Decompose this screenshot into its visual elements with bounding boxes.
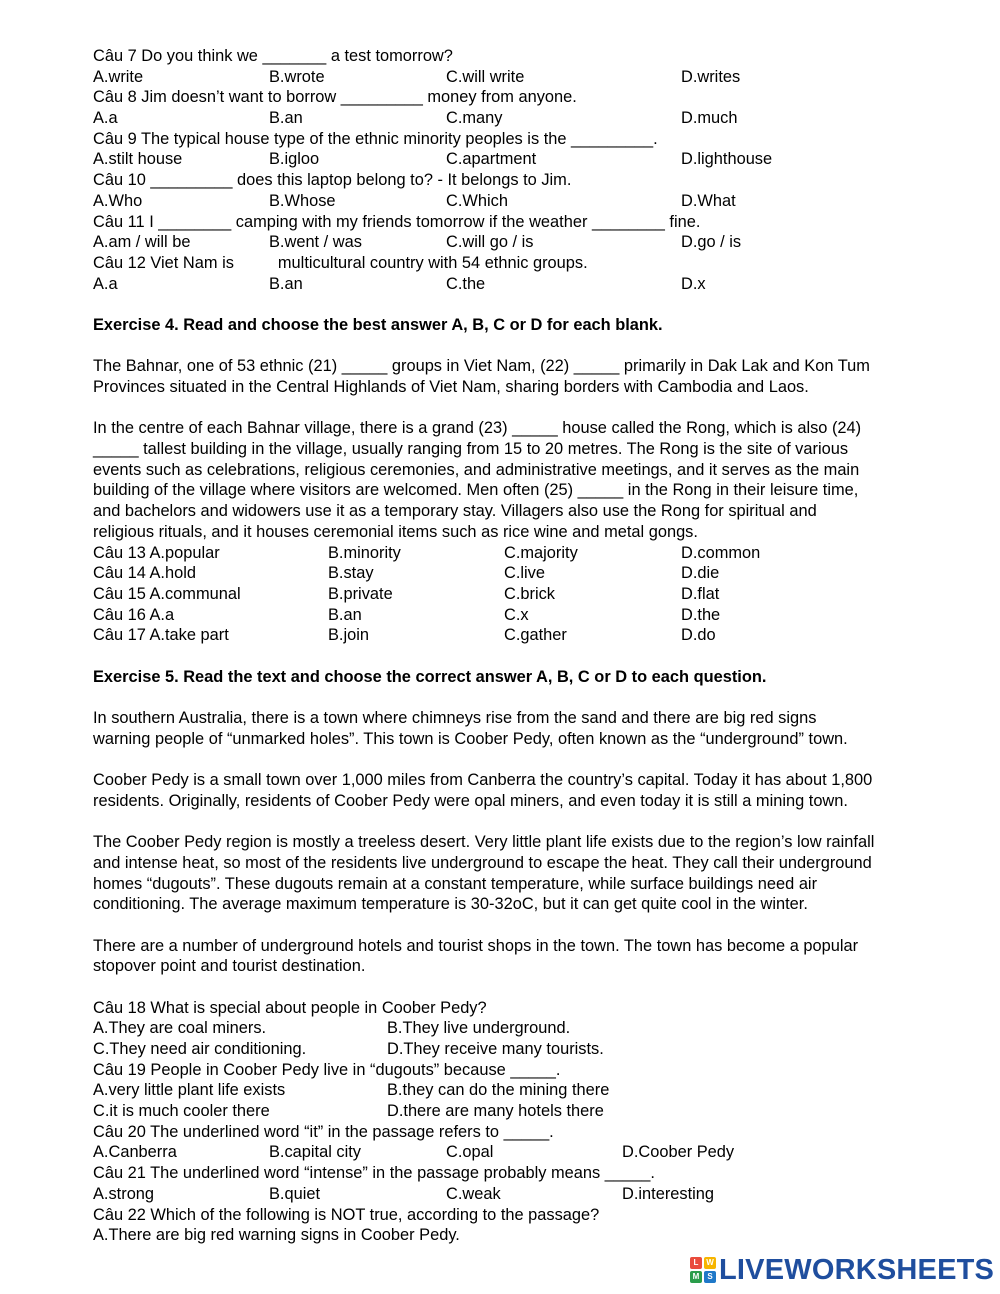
question-22-option-a [93, 1225, 973, 1246]
option-a[interactable]: A.They are coal miners. [93, 1019, 267, 1038]
passage-line: and bachelors and widowers use it as a temporary stay. Villagers also use the Rong for spiritual and [93, 502, 817, 521]
option-a[interactable]: Câu 13 A.popular [93, 543, 220, 562]
option-d[interactable]: D.there are many hotels there [387, 1102, 604, 1121]
option-d[interactable]: D.do [681, 626, 716, 645]
passage-line: building of the village where visitors are welcomed. Men often (25) _____ in the Rong in their leisure time, [93, 481, 859, 500]
option-d[interactable]: D.flat [681, 584, 720, 603]
question-7-stem: Câu 7 Do you think we _______ a test tomorrow? [93, 47, 453, 65]
option-d[interactable]: D.lighthouse [681, 150, 773, 169]
question-12-stem-start: Câu 12 Viet Nam is [93, 253, 234, 272]
option-a[interactable]: A.stilt house [93, 150, 183, 169]
option-a[interactable]: Câu 17 A.take part [93, 626, 229, 645]
option-b[interactable]: B.an [269, 109, 303, 128]
question-19-options-ab [93, 1080, 973, 1101]
option-d[interactable]: D.What [681, 191, 736, 210]
option-b[interactable]: B.private [328, 584, 393, 603]
question-9-stem: Câu 9 The typical house type of the ethnic minority peoples is the _________. [93, 129, 658, 148]
option-c[interactable]: C.gather [504, 626, 567, 645]
option-d[interactable]: D.Coober Pedy [622, 1143, 735, 1162]
question-17-options [93, 625, 973, 646]
question-10-options [93, 191, 973, 212]
passage-line: homes “dugouts”. These dugouts remain at a constant temperature, while surface buildings need air [93, 874, 818, 893]
question-16-options [93, 605, 973, 626]
question-7-options [93, 67, 973, 88]
option-b[interactable]: B.capital city [269, 1143, 362, 1162]
question-21-stem: Câu 21 The underlined word “intense” in the passage probably means _____. [93, 1164, 655, 1183]
option-a[interactable]: A.strong [93, 1184, 155, 1203]
question-8-stem: Câu 8 Jim doesn’t want to borrow _________ money from anyone. [93, 88, 577, 107]
passage-line: Coober Pedy is a small town over 1,000 miles from Canberra the country’s capital. Today it has about 1,800 [93, 771, 873, 790]
liveworksheets-logo-icon [690, 1257, 716, 1283]
exercise-4-heading: Exercise 4. Read and choose the best answer A, B, C or D for each blank. [93, 315, 663, 334]
option-b[interactable]: B.minority [328, 543, 401, 562]
option-d[interactable]: D.much [681, 109, 738, 128]
option-c[interactable]: C.brick [504, 584, 555, 603]
question-10-stem: Câu 10 _________ does this laptop belong to? - It belongs to Jim. [93, 171, 572, 190]
option-c[interactable]: C.They need air conditioning. [93, 1040, 307, 1058]
option-b[interactable]: B.Whose [269, 191, 336, 210]
option-d[interactable]: D.die [681, 564, 720, 583]
question-12-stem-end: multicultural country with 54 ethnic groups. [277, 253, 588, 272]
question-14-options [93, 563, 973, 584]
option-b[interactable]: B.went / was [269, 233, 362, 252]
question-8-options [93, 108, 973, 129]
option-d[interactable]: D.x [681, 274, 706, 293]
passage-line: warning people of “unmarked holes”. This town is Coober Pedy, often known as the “underground” town. [93, 729, 848, 748]
option-b[interactable]: B.quiet [269, 1184, 321, 1203]
option-a[interactable]: A.There are big red warning signs in Coober Pedy. [93, 1226, 460, 1245]
option-d[interactable]: D.They receive many tourists. [387, 1040, 604, 1058]
option-d[interactable]: D.interesting [622, 1184, 715, 1203]
passage-line: _____ tallest building in the village, usually ranging from 15 to 20 metres. The Rong is the site of various [93, 440, 849, 459]
option-a[interactable]: A.a [93, 109, 118, 128]
liveworksheets-watermark [690, 1254, 994, 1286]
question-20-options [93, 1142, 973, 1163]
question-11-options [93, 232, 973, 253]
question-12-options [93, 274, 973, 295]
question-12-stem [93, 253, 973, 274]
option-c[interactable]: C.live [504, 564, 545, 583]
option-a[interactable]: A.am / will be [93, 233, 191, 252]
option-d[interactable]: D.go / is [681, 233, 742, 252]
option-c[interactable]: C.opal [446, 1143, 494, 1162]
passage-line: conditioning. The average maximum temperature is 30-32oC, but it can get quite cool in the winter. [93, 895, 808, 914]
option-b[interactable]: B.They live underground. [387, 1019, 571, 1038]
passage-line: The Coober Pedy region is mostly a treeless desert. Very little plant life exists due to the region’s low rainfall [93, 833, 875, 852]
passage-line: The Bahnar, one of 53 ethnic (21) _____ groups in Viet Nam, (22) _____ primarily in Dak Lak and Kon Tum [93, 357, 870, 376]
logo-cell: S [704, 1271, 716, 1283]
option-c[interactable]: C.many [446, 109, 503, 128]
option-a[interactable]: A.Who [93, 191, 143, 210]
passage-line: In the centre of each Bahnar village, there is a grand (23) _____ house called the Rong, which is also (24) [93, 419, 862, 438]
passage-line: stopover point and tourist destination. [93, 957, 366, 976]
passage-line: In southern Australia, there is a town where chimneys rise from the sand and there are big red signs [93, 709, 817, 727]
option-b[interactable]: B.stay [328, 564, 374, 583]
passage-line: residents. Originally, residents of Coober Pedy were opal miners, and even today it is still a mining town. [93, 791, 848, 810]
option-a[interactable]: A.very little plant life exists [93, 1081, 286, 1100]
passage-line: and intense heat, so most of the residents live underground to escape the heat. They call their underground [93, 853, 872, 872]
option-d[interactable]: D.common [681, 543, 761, 562]
option-c[interactable]: C.the [446, 274, 486, 293]
question-19-stem: Câu 19 People in Coober Pedy live in “dugouts” because _____. [93, 1060, 561, 1079]
option-b[interactable]: B.wrote [269, 67, 325, 86]
question-18-options-cd [93, 1039, 973, 1060]
option-b[interactable]: B.join [328, 626, 370, 645]
question-9-options [93, 149, 973, 170]
watermark-text: LIVEWORKSHEETS [719, 1253, 995, 1286]
question-20-stem: Câu 20 The underlined word “it” in the passage refers to _____. [93, 1122, 554, 1141]
passage-line: Provinces situated in the Central Highlands of Viet Nam, sharing borders with Cambodia and Laos. [93, 378, 809, 396]
option-b[interactable]: B.an [328, 605, 362, 624]
exercise-5-heading: Exercise 5. Read the text and choose the correct answer A, B, C or D to each question. [93, 667, 767, 686]
option-d[interactable]: D.writes [681, 67, 741, 86]
option-c[interactable]: C.majority [504, 543, 578, 562]
worksheet-page [93, 46, 973, 1246]
option-a[interactable]: A.a [93, 274, 118, 293]
question-11-stem: Câu 11 I ________ camping with my friends tomorrow if the weather ________ fine. [93, 212, 701, 231]
passage-line: There are a number of underground hotels and tourist shops in the town. The town has become a popular [93, 936, 859, 955]
question-22-stem: Câu 22 Which of the following is NOT true, according to the passage? [93, 1205, 600, 1224]
option-d[interactable]: D.the [681, 605, 721, 624]
question-13-options [93, 543, 973, 564]
option-a[interactable]: Câu 16 A.a [93, 605, 175, 624]
question-19-options-cd [93, 1101, 973, 1122]
option-b[interactable]: B.igloo [269, 150, 320, 169]
option-b[interactable]: B.they can do the mining there [387, 1081, 610, 1100]
option-c[interactable]: C.it is much cooler there [93, 1102, 270, 1121]
question-15-options [93, 584, 973, 605]
option-c[interactable]: C.Which [446, 191, 508, 210]
option-a[interactable]: Câu 15 A.communal [93, 584, 241, 603]
question-21-options [93, 1184, 973, 1205]
option-c[interactable]: C.apartment [446, 150, 537, 169]
option-a[interactable]: Câu 14 A.hold [93, 564, 196, 583]
option-c[interactable]: C.x [504, 605, 529, 624]
logo-cell: L [690, 1257, 702, 1269]
option-c[interactable]: C.will write [446, 67, 525, 86]
logo-cell: W [704, 1257, 716, 1269]
passage-line: events such as celebrations, religious ceremonies, and administrative meetings, and it serves as the main [93, 460, 860, 479]
option-c[interactable]: C.weak [446, 1184, 501, 1203]
question-18-options-ab [93, 1018, 973, 1039]
option-a[interactable]: A.Canberra [93, 1143, 177, 1162]
option-c[interactable]: C.will go / is [446, 233, 534, 252]
question-18-stem: Câu 18 What is special about people in Coober Pedy? [93, 998, 487, 1017]
passage-line: religious rituals, and it houses ceremonial items such as rice wine and metal gongs. [93, 522, 698, 541]
option-a[interactable]: A.write [93, 67, 144, 86]
logo-cell: M [690, 1271, 702, 1283]
option-b[interactable]: B.an [269, 274, 303, 293]
